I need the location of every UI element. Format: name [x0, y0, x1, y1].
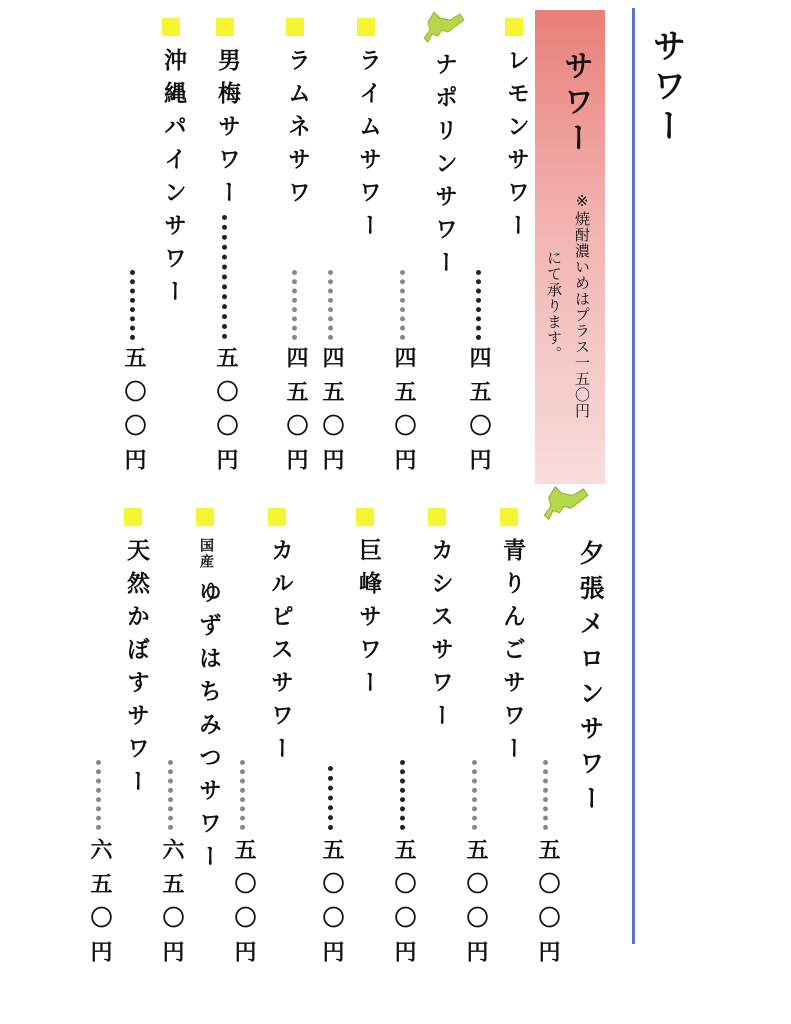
menu-item-price: 五〇〇円: [391, 838, 416, 974]
menu-item-name: 沖縄パインサワー: [160, 48, 186, 312]
bullet-square: [216, 18, 234, 36]
hokkaido-map-icon: [420, 8, 466, 46]
leader-dots: [130, 270, 135, 340]
bullet-square: [505, 18, 523, 36]
menu-item-price: 五〇〇円: [213, 346, 238, 482]
menu-item-name: 巨峰サワー: [355, 538, 381, 703]
menu-item-prefix: 国産: [198, 538, 214, 570]
hokkaido-map-icon: [540, 482, 590, 524]
menu-item-name: ゆずはちみつサワー: [195, 580, 221, 877]
menu-item-name: カルピスサワー: [267, 538, 293, 769]
bullet-square: [268, 508, 286, 526]
bullet-square: [500, 508, 518, 526]
menu-item-name: ライムサワー: [355, 48, 381, 246]
menu-item-name: 男梅サワー: [214, 48, 240, 213]
leader-dots: [472, 760, 477, 830]
menu-item-price: 六五〇円: [159, 838, 184, 974]
bullet-square: [428, 508, 446, 526]
leader-dots: [400, 760, 405, 830]
leader-dots: [476, 270, 481, 340]
leader-dots: [543, 760, 548, 830]
leader-dots: [328, 766, 333, 830]
bullet-square: [286, 18, 304, 36]
menu-item-name: カシスサワー: [427, 538, 453, 736]
menu-item-price: 四五〇円: [391, 346, 416, 482]
leader-dots: [240, 760, 245, 830]
menu-item-price: 五〇〇円: [463, 838, 488, 974]
divider-line: [632, 8, 635, 944]
bullet-square: [196, 508, 214, 526]
menu-item-price: 六五〇円: [87, 838, 112, 974]
menu-item-price: 五〇〇円: [231, 838, 256, 974]
menu-item-name: ラムネサワ: [284, 48, 310, 213]
leader-dots: [96, 760, 101, 830]
leader-dots: [168, 760, 173, 830]
bullet-square: [356, 508, 374, 526]
bullet-square: [124, 508, 142, 526]
menu-item-price: 五〇〇円: [121, 346, 146, 482]
leader-dots: [328, 270, 333, 340]
leader-dots: [222, 215, 227, 339]
menu-item-price: 四五〇円: [466, 346, 491, 482]
menu-item-price: 五〇〇円: [319, 838, 344, 974]
banner-note-line2: にて承ります。: [545, 250, 563, 362]
menu-item-name: 天然かぼすサワー: [123, 538, 149, 802]
menu-item-price: 五〇〇円: [535, 838, 560, 974]
bullet-square: [357, 18, 375, 36]
menu-item-name: 青りんごサワー: [499, 538, 525, 769]
banner-note-line1: ※焼酎濃いめはプラス一五〇円: [573, 192, 591, 419]
menu-item-name: ナポリンサワー: [431, 52, 457, 283]
menu-item-price: 四五〇円: [319, 346, 344, 482]
leader-dots: [400, 270, 405, 340]
menu-item-price: 四五〇円: [283, 346, 308, 482]
page-title: サワー: [646, 28, 686, 148]
bullet-square: [162, 18, 180, 36]
banner-title: サワー: [558, 50, 593, 158]
menu-item-name: レモンサワー: [503, 48, 529, 246]
menu-item-name: 夕張メロンサワー: [576, 540, 605, 820]
leader-dots: [292, 270, 297, 340]
